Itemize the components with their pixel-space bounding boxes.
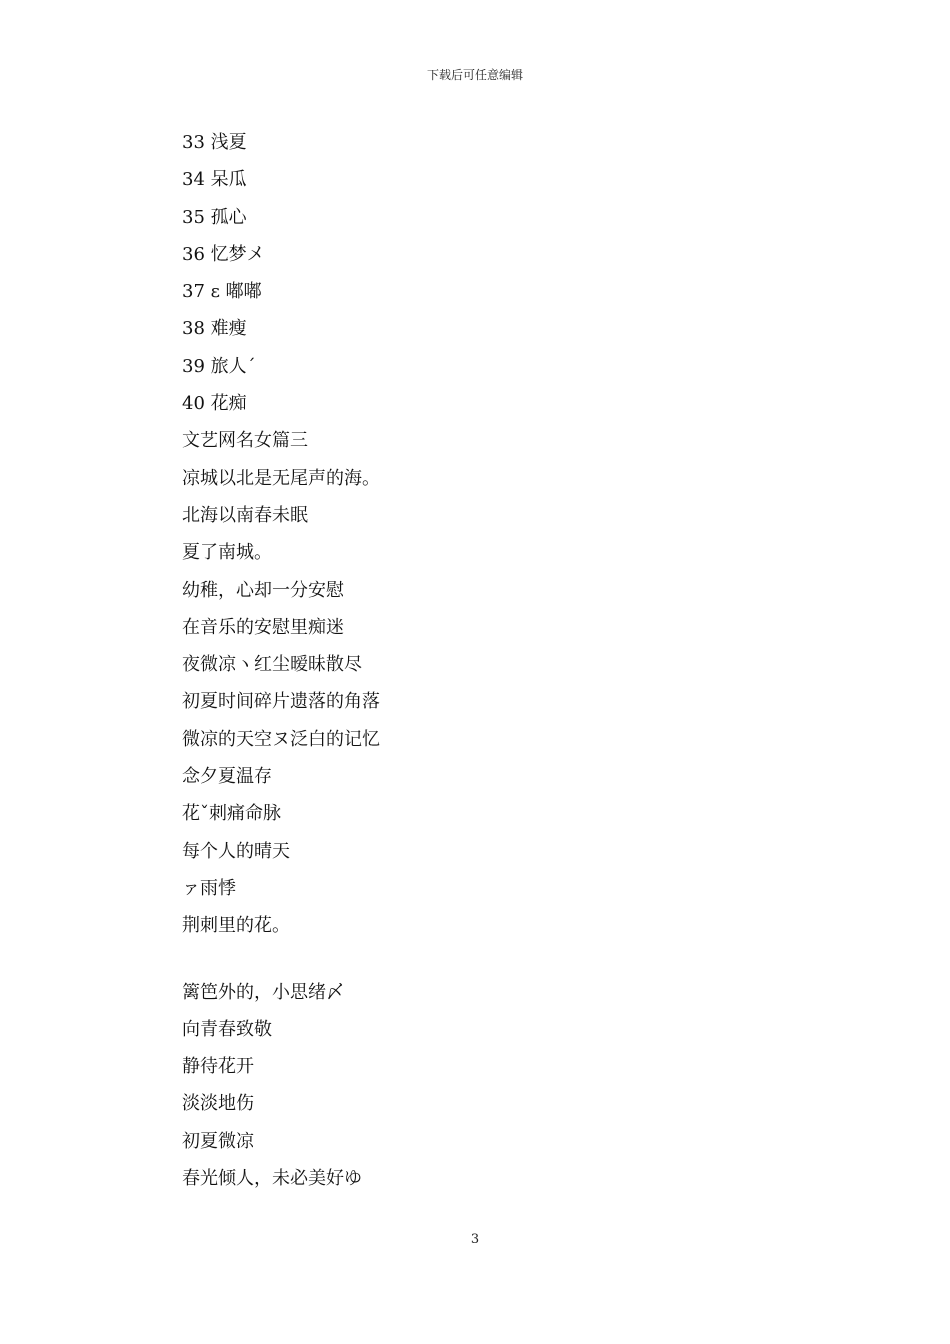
text-line: 39 旅人ˊ <box>182 355 256 377</box>
text-line: 向青春致敬 <box>182 1018 272 1040</box>
page-header: 下载后可任意编辑 <box>426 68 523 82</box>
text-line: ァ雨悸 <box>182 877 236 899</box>
paragraph-gap <box>182 945 380 974</box>
text-line: 微凉的天空ヌ泛白的记忆 <box>182 728 380 750</box>
text-line: 初夏时间碎片遗落的角落 <box>182 691 380 713</box>
document-body <box>182 124 380 1197</box>
text-line: 夜微凉ヽ红尘暧昧散尽 <box>182 654 362 676</box>
page-number: 3 <box>470 1232 480 1247</box>
text-line: 33 浅夏 <box>182 132 247 153</box>
text-line: 花ˇ刺痛命脉 <box>182 803 281 825</box>
text-line: 淡淡地伤 <box>182 1093 254 1115</box>
text-line: 荆刺里的花。 <box>182 915 290 937</box>
text-line: 北海以南春未眠 <box>182 504 308 526</box>
text-line: 初夏微凉 <box>182 1130 254 1152</box>
text-line: 在音乐的安慰里痴迷 <box>182 616 344 638</box>
text-line: 念夕夏温存 <box>182 766 272 788</box>
text-line: 夏了南城。 <box>182 542 272 564</box>
text-line: 静待花开 <box>182 1056 254 1078</box>
text-line: 每个人的晴天 <box>182 840 290 862</box>
text-line: 凉城以北是无尾声的海。 <box>182 467 380 489</box>
text-line: 篱笆外的，小思绪〆 <box>182 981 344 1003</box>
text-line: 34 呆瓜 <box>182 169 247 191</box>
text-line: 春光倾人，未必美好ゆ <box>182 1168 362 1190</box>
text-line: 35 孤心 <box>182 206 247 228</box>
text-line: 36 忆梦メ <box>182 243 265 265</box>
text-line: 38 难瘦 <box>182 318 247 340</box>
section-heading: 文艺网名女篇三 <box>182 430 308 452</box>
text-line: 幼稚，心却一分安慰 <box>182 579 344 601</box>
text-line: 37 ε 嘟嘟 <box>182 281 262 303</box>
text-line: 40 花痴 <box>182 393 247 415</box>
